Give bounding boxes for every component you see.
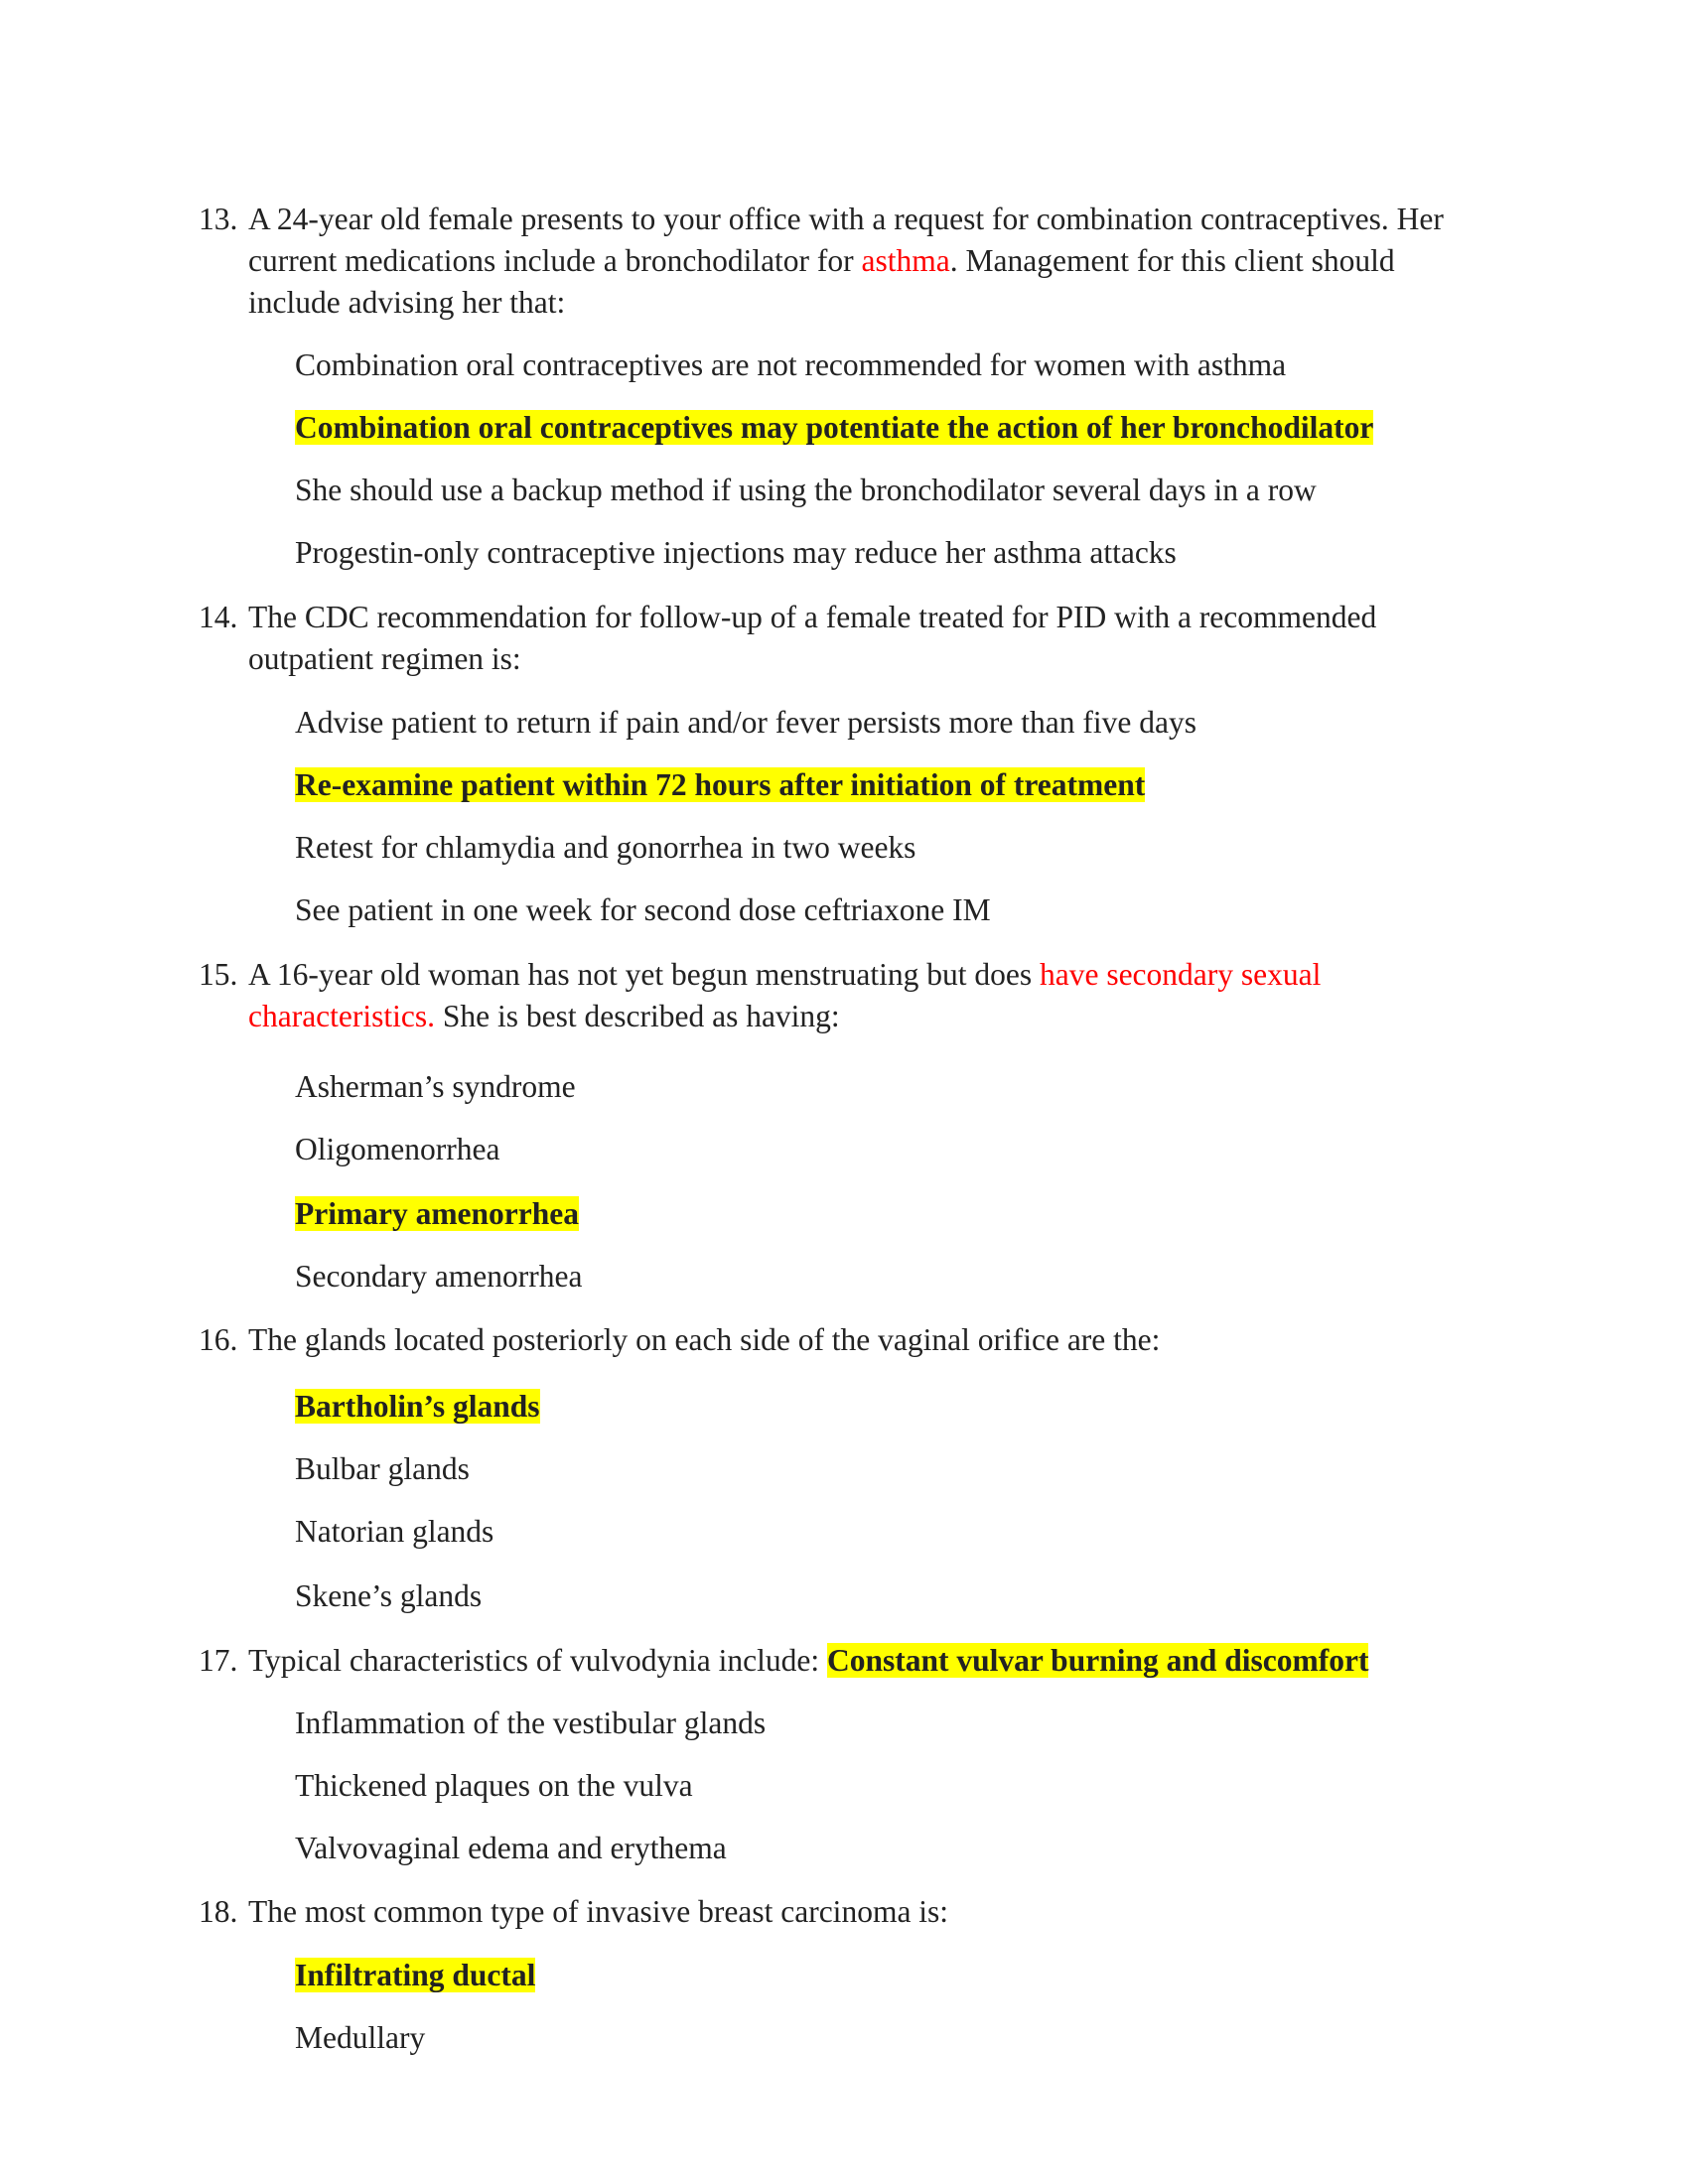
- question-18: [199, 1891, 1470, 1933]
- question-stem: A 24-year old female presents to your office with a request for combination contraceptives. Her current medications include a bronchodilator for asthma. Management for this client should include advising her that:: [248, 202, 1444, 320]
- answer-highlight: Bartholin’s glands: [295, 1389, 540, 1424]
- option-text: Bulbar glands: [295, 1451, 470, 1486]
- answer-highlight: Infiltrating ductal: [295, 1958, 536, 1992]
- option-text: [295, 408, 1373, 448]
- answer-highlight: Primary amenorrhea: [295, 1196, 580, 1231]
- question-15: [199, 954, 1470, 1037]
- question-17: [199, 1640, 1470, 1682]
- answer-highlight: Constant vulvar burning and discomfort: [826, 1643, 1369, 1678]
- option-text: Progestin-only contraceptive injections may reduce her asthma attacks: [295, 535, 1177, 570]
- question-16: [199, 1319, 1470, 1361]
- option-text: Thickened plaques on the vulva: [295, 1768, 693, 1803]
- question-stem: The glands located posteriorly on each side of the vaginal orifice are the:: [248, 1322, 1161, 1357]
- option-text: She should use a backup method if using the bronchodilator several days in a row: [295, 473, 1317, 507]
- option-text: Natorian glands: [295, 1514, 494, 1549]
- option-text: Skene’s glands: [295, 1578, 483, 1613]
- question-14: [199, 597, 1470, 680]
- question-stem: Typical characteristics of vulvodynia include: Constant vulvar burning and discomfort: [248, 1643, 1369, 1678]
- question-13: [199, 199, 1470, 324]
- answer-highlight: Re-examine patient within 72 hours after initiation of treatment: [295, 767, 1146, 802]
- question-stem: The most common type of invasive breast carcinoma is:: [248, 1894, 949, 1929]
- question-stem: The CDC recommendation for follow-up of a female treated for PID with a recommended outpatient regimen is:: [248, 600, 1377, 676]
- question-number: 14.: [199, 600, 238, 634]
- emphasis-text: have secondary sexual characteristics.: [248, 957, 1322, 1033]
- answer-highlight: Combination oral contraceptives may potentiate the action of her bronchodilator: [295, 410, 1374, 445]
- question-number: 16.: [199, 1322, 238, 1357]
- option-text: Medullary: [295, 2020, 426, 2055]
- question-number: 15.: [199, 957, 238, 992]
- emphasis-text: asthma: [861, 243, 950, 278]
- question-number: 13.: [199, 202, 238, 236]
- option-text: Advise patient to return if pain and/or fever persists more than five days: [295, 705, 1196, 740]
- option-text: Secondary amenorrhea: [295, 1259, 583, 1294]
- question-number: 17.: [199, 1643, 238, 1678]
- option-text: Inflammation of the vestibular glands: [295, 1706, 767, 1740]
- option-text: Retest for chlamydia and gonorrhea in two weeks: [295, 830, 916, 865]
- option-text: [295, 1387, 540, 1427]
- option-text: Valvovaginal edema and erythema: [295, 1831, 727, 1865]
- option-text: [295, 765, 1145, 805]
- option-text: [295, 1194, 579, 1234]
- option-text: See patient in one week for second dose ceftriaxone IM: [295, 892, 991, 927]
- option-text: Oligomenorrhea: [295, 1132, 500, 1166]
- question-stem: A 16-year old woman has not yet begun menstruating but does have secondary sexual characteristics. She is best described as having:: [248, 957, 1322, 1033]
- option-text: [295, 1956, 535, 1995]
- option-text: Asherman’s syndrome: [295, 1069, 576, 1104]
- question-number: 18.: [199, 1894, 238, 1929]
- option-text: Combination oral contraceptives are not recommended for women with asthma: [295, 347, 1287, 382]
